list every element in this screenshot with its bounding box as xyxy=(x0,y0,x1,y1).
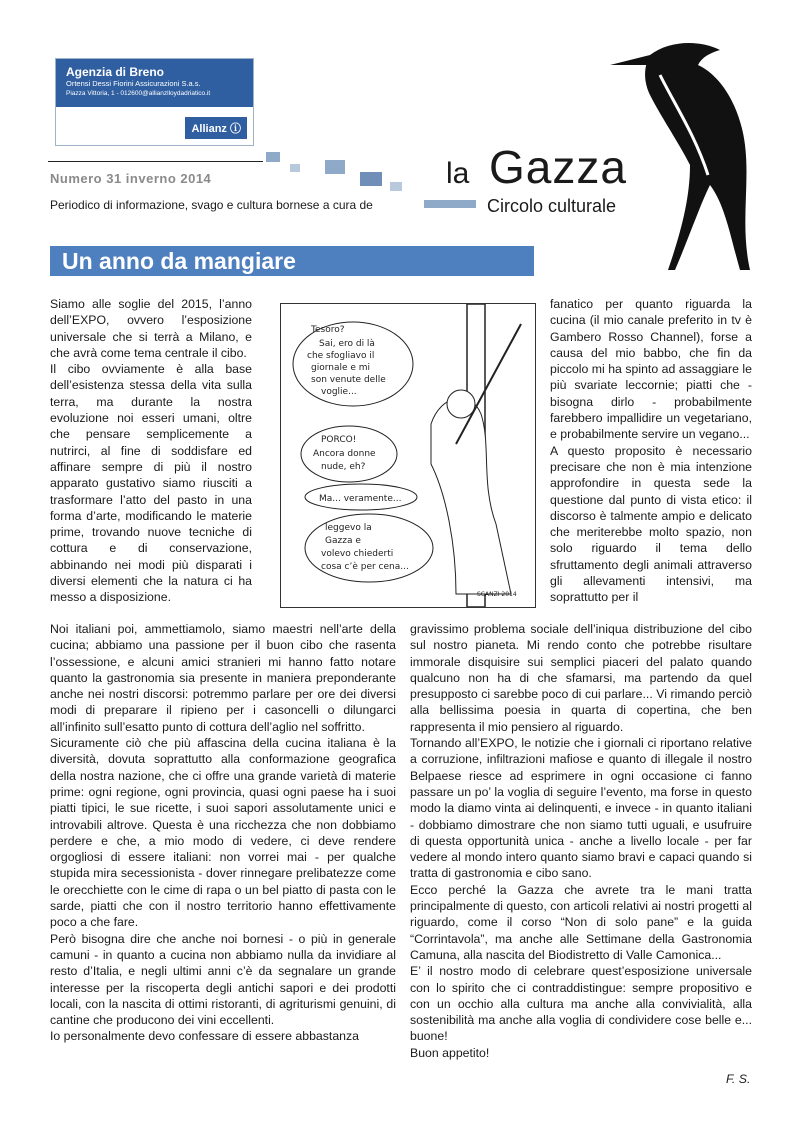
paragraph: fanatico per quanto riguarda la cucina (il mio canale preferito in tv è Gambero Rosso Channel), forse a causa del mio babbo, che fin da piccolo mi ha spinto ad assaggiare le più svariate leccornie; piatti che - bisogna dirlo - probabilmente farebbero impallidire un vegetariano, e probabilmente servire un vegano... xyxy=(550,297,752,442)
ad-owner: Ortensi Dessi Fiorini Assicurazioni S.a.s. xyxy=(66,79,201,88)
bubble1-line: Sai, ero di là xyxy=(319,339,375,349)
left-column xyxy=(50,296,252,606)
lower-right-column xyxy=(410,621,752,1061)
cartoon-drawing xyxy=(281,304,535,607)
ad-agency-name: Agenzia di Breno xyxy=(66,65,165,79)
bubble1-line: son venute delle xyxy=(311,375,386,385)
bubble2-line: PORCO! xyxy=(321,435,357,445)
paragraph: Buon appetito! xyxy=(410,1045,490,1060)
masthead-subtitle: Periodico di informazione, svago e cultura bornese a cura de xyxy=(50,198,373,212)
lower-left-column xyxy=(50,621,396,1045)
masthead-publisher: Circolo culturale xyxy=(487,196,617,216)
bubble4-line: cosa c’è per cena... xyxy=(321,562,409,572)
bubble2-line: nude, eh? xyxy=(321,462,366,472)
bubble2-line: Ancora donne xyxy=(313,449,376,459)
bubble1-line: voglie... xyxy=(321,387,357,397)
bubble1-line: giornale e mi xyxy=(311,363,371,373)
paragraph: Il cibo ovviamente è alla base dell’esistenza stessa della vita sulla terra, ma durante la nostra evoluzione noi esseri umani, oltre che pensare semplicemente a nutrirci, al fine di soddisfare ed affinare sempre di più il nostro apparato gustativo siamo riusciti a trasformare l’atto del pasto in una forma d’arte, modificando le materie prime, trovando nuove tecniche di cottura e di conservazione, abbinando nei modi più disparati i diversi elementi che la natura ci ha messo a disposizione. xyxy=(50,362,252,605)
paragraph: Sicuramente ciò che più affascina della cucina italiana è la diversità, dovuta soprattutto alla conformazione geografica della nostra nazione, che ci offre una grande varietà di materie prime: ogni regione, ogni provincia, quasi ogni paese ha i suoi piatti tipici, le sue ricette, i suoi sapori assolutamente unici e introvabili altrove. Questa è una ricchezza che non dobbiamo perdere e che, a mio modo di vedere, ci deve rendere orgogliosi di essere italiani: non vorrei mai - per qualche stupida mira secessionista - dover rinnegare prelibatezze come le orecchiette con le cime di rapa o un bel piatto di pasta con le sarde, piatti che con il nostro territorio hanno effettivamente poco a che fare. xyxy=(50,736,396,930)
advertisement-box xyxy=(55,58,254,146)
paragraph: E’ il nostro modo di celebrare quest’esposizione universale con lo spirito che ci contraddistingue: sempre propositivo e con un occhio alla cultura ma anche alla convivialità, alla sostenibilità ma anche alla voglia di condividere cose belle e... buone! xyxy=(410,964,752,1044)
paragraph: A questo proposito è necessario precisare che non è mia intenzione approfondire in questa sede la questione dal punto di vista etico: il discorso è talmente ampio e delicato che meriterebbe molto spazio, non solo riguardo il tema dello sfruttamento degli animali attraverso gli allevamenti intensivi, ma soprattutto per il xyxy=(550,443,752,605)
issue-label: Numero 31 inverno 2014 xyxy=(50,171,212,186)
paragraph: Tornando all’EXPO, le notizie che i giornali ci riportano relative a corruzione, infiltrazioni mafiose e quanto di illegale il nostro Belpaese riesce ad esprimere in ogni occasione ci fanno passare un po’ la voglia di seguire l’evento, ma forse in questo modo la diamo vinta ai delinquenti, e invece - in quanto italiani - dobbiamo dimostrare che non siamo tutti uguali, e usufruire di questa opportunità unica - anche a livello locale - per far vedere al mondo intero quanto siamo bravi e capaci quando si tratta di gastronomia e cibo sano. xyxy=(410,736,752,881)
masthead-rule xyxy=(48,161,263,162)
bubble4-line: volevo chiederti xyxy=(321,549,394,559)
bubble3-line: Ma... veramente... xyxy=(319,494,402,504)
ad-brand-logo: Allianz ⓘ xyxy=(185,117,247,139)
ad-header xyxy=(56,59,253,107)
paragraph: Noi italiani poi, ammettiamolo, siamo maestri nell’arte della cucina; abbiamo una passione per il buon cibo che rasenta l’ossessione, e alcuni amici stranieri mi hanno fatto notare quanto la gastronomia sia presente in maniera preponderante anche nei nostri discorsi: potremmo parlare per ore dei diversi modi di preparare il ripieno per i casoncelli o dilungarci all’infinito sull’esatto punto di cottura dell’aglio nel soffritto. xyxy=(50,622,396,734)
bubble1-line: Tesoro? xyxy=(311,325,345,335)
paragraph: Siamo alle soglie del 2015, l’anno dell’EXPO, ovvero l’esposizione universale che si terrà a Milano, e che avrà come tema centrale il cibo. xyxy=(50,297,252,360)
bubble4-line: leggevo la xyxy=(325,523,372,533)
author-signature: F. S. xyxy=(726,1072,751,1086)
bubble4-line: Gazza e xyxy=(325,536,361,546)
masthead-title: Gazza xyxy=(489,141,627,193)
right-column xyxy=(550,296,752,606)
cartoon-artist: SCANZI 2014 xyxy=(477,591,517,598)
cartoon-illustration xyxy=(280,303,536,608)
paragraph: Ecco perché la Gazza che avrete tra le mani tratta principalmente di questo, con articoli relativi ai nostri progetti al riguardo, come il corso “Non di solo pane” e la guida “Corrintavola”, ma anche alle Settimane della Gastronomia Camuna, alla nascita del Biodistretto di Valle Camonica... xyxy=(410,882,752,962)
paragraph: Io personalmente devo confessare di essere abbastanza xyxy=(50,1029,359,1044)
paragraph: gravissimo problema sociale dell’iniqua distribuzione del cibo sul nostro pianeta. Mi rendo conto che potrebbe risultare immorale disquisire sui semplici piaceri del palato quando qualcuno non ha di che sfamarsi, ma partendo da quel presupposto ci sarebbe poco di cui parlare... Vi rimando perciò alla bellissima poesia in quarta di copertina, che ben rappresenta il mio pensiero al riguardo. xyxy=(410,622,752,734)
masthead-la: la xyxy=(446,157,470,190)
bubble1-line: che sfogliavo il xyxy=(307,351,375,361)
article-title: Un anno da mangiare xyxy=(62,248,296,274)
paragraph: Però bisogna dire che anche noi bornesi - o più in generale camuni - in quanto a cucina non abbiamo nulla da invidiare al resto d’Italia, e negli ultimi anni c’è da segnalare un grande interesse per la riscoperta degli antichi sapori e dei prodotti locali, con la nascita di ottimi ristoranti, di agriturismi genuini, di cantine che producono dei vini eccellenti. xyxy=(50,931,396,1028)
ad-address: Piazza Vittoria, 1 - 012600@allianzlloydadriatico.it xyxy=(66,90,211,97)
